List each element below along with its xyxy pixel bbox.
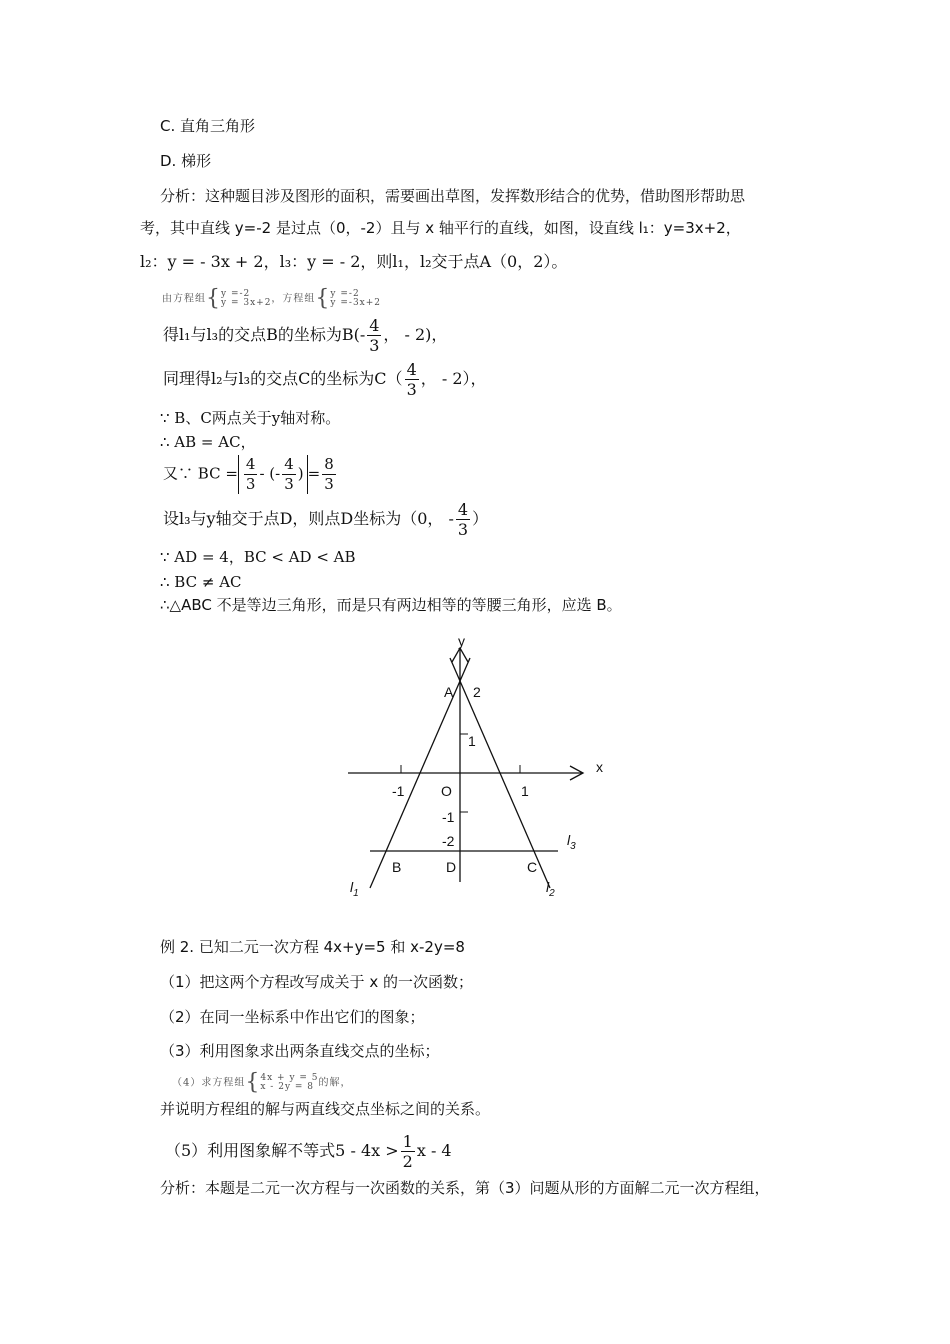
example2-q1: （1）把这两个方程改写成关于 x 的一次函数； bbox=[160, 973, 473, 991]
analysis-line-12: ∴ BC ≠ AC bbox=[160, 573, 242, 591]
example2-title: 例 2. 已知二元一次方程 4x+y=5 和 x-2y=8 bbox=[160, 938, 465, 956]
analysis-line-4: 由方程组{y =-2 y = 3x+2，方程组{y =-2 y =-3x+2 bbox=[162, 286, 382, 311]
analysis-line-8: ∴ AB = AC， bbox=[160, 433, 256, 451]
label-c: C bbox=[527, 859, 538, 875]
label-a: A bbox=[444, 684, 454, 700]
label-m2y: -2 bbox=[442, 833, 455, 849]
example2-q3: （3）利用图象求出两条直线交点的坐标； bbox=[160, 1042, 440, 1060]
label-1y: 1 bbox=[468, 733, 476, 749]
label-1x: 1 bbox=[521, 783, 529, 799]
example2-q4: （4）求方程组{4x + y = 5 x - 2y = 8 的解， bbox=[172, 1070, 352, 1095]
example2-q4-line2: 并说明方程组的解与两直线交点坐标之间的关系。 bbox=[160, 1100, 491, 1118]
coordinate-figure bbox=[0, 630, 950, 930]
analysis-line-1: 分析：这种题目涉及图形的面积，需要画出草图，发挥数形结合的优势，借助图形帮助思 bbox=[160, 187, 746, 205]
analysis-line-11: ∵ AD = 4，BC < AD < AB bbox=[160, 548, 356, 566]
label-b: B bbox=[392, 859, 402, 875]
label-m1x: -1 bbox=[392, 783, 405, 799]
analysis-line-10: 设l₃与y轴交于点D，则点D坐标为（0， - $\frac{4}{3}$ ） bbox=[163, 500, 489, 539]
analysis-line-6: 同理得l₂与l₃的交点C的坐标为C（ $\frac{4}{3}$ ， - 2）， bbox=[163, 360, 487, 399]
label-2: 2 bbox=[473, 684, 481, 700]
option-d: D. 梯形 bbox=[160, 152, 212, 170]
analysis-line-9: 又∵ BC = $\frac{4}{3}$ - (- $\frac{4}{3}$ ) = $\frac{8}{3}$ bbox=[163, 455, 334, 493]
example2-q2: （2）在同一坐标系中作出它们的图象； bbox=[160, 1008, 425, 1026]
option-c: C. 直角三角形 bbox=[160, 117, 256, 135]
example2-q5: （5）利用图象解不等式5 - 4x > $\frac{1}{2}$ x - 4 bbox=[165, 1132, 452, 1171]
analysis-line-3: l₂：y = - 3x + 2，l₃：y = - 2，则l₁，l₂交于点A（0，2）。 bbox=[140, 252, 568, 271]
analysis-line-2: 考，其中直线 y=-2 是过点（0，-2）且与 x 轴平行的直线，如图，设直线 l₁：y=3x+2， bbox=[140, 219, 741, 237]
label-x: x bbox=[596, 759, 603, 775]
label-o: O bbox=[441, 783, 452, 799]
label-y: y bbox=[458, 633, 465, 649]
example2-analysis: 分析：本题是二元一次方程与一次函数的关系，第（3）问题从形的方面解二元一次方程组， bbox=[160, 1179, 770, 1197]
analysis-line-5: 得l₁与l₃的交点B的坐标为B(- $\frac{4}{3}$ ， - 2)， bbox=[163, 316, 448, 355]
analysis-line-7: ∵ B、C两点关于y轴对称。 bbox=[160, 409, 341, 427]
label-l3: $l_3$ bbox=[567, 832, 576, 852]
label-d: D bbox=[446, 859, 457, 875]
label-l2: $l_2$ bbox=[546, 879, 555, 899]
analysis-line-13: ∴△ABC 不是等边三角形，而是只有两边相等的等腰三角形，应选 B。 bbox=[160, 596, 622, 614]
label-m1y: -1 bbox=[442, 809, 455, 825]
label-l1: $l_1$ bbox=[350, 879, 359, 899]
